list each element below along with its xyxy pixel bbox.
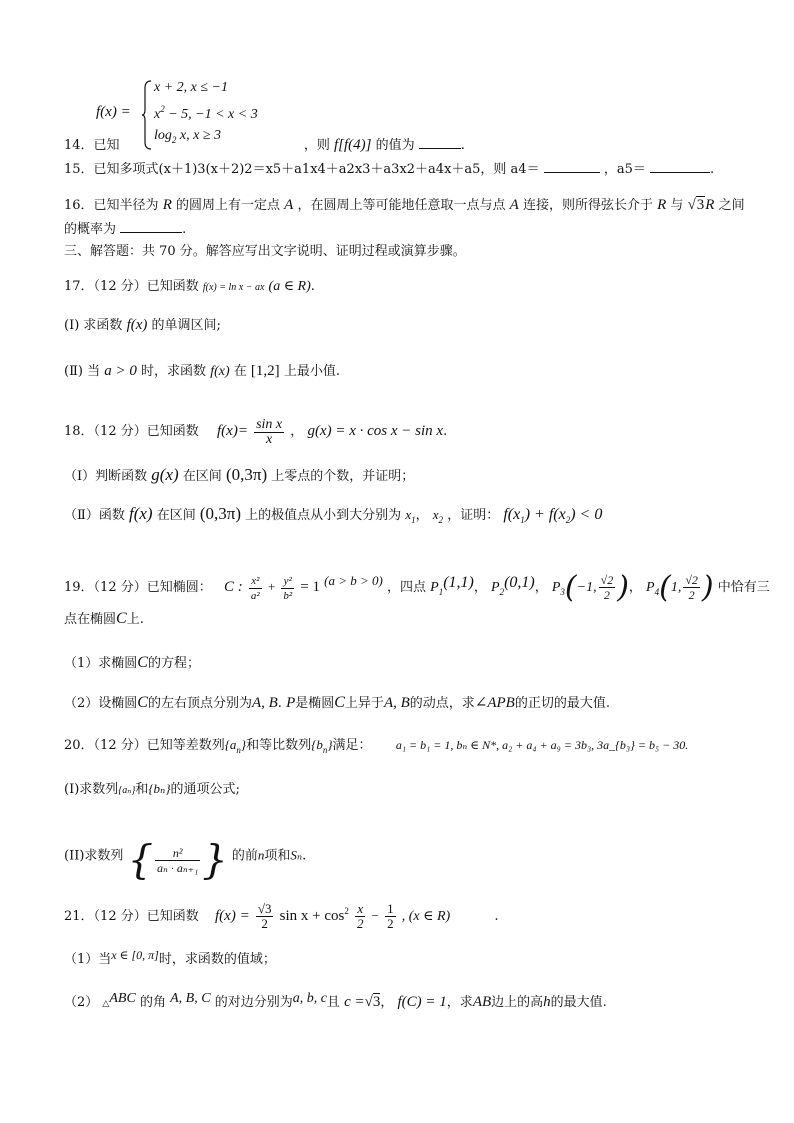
section-3-heading: 三、解答题：共 70 分。解答应写出文字说明、证明过程或演算步骤。 (64, 244, 466, 259)
q17-function: f(x) = ln x − ax (202, 282, 265, 293)
q20-head: 20．（12 分）已知等差数列$\{a_n\}$和等比数列$\{b_n\}$满足： a₁ = b₁ = 1, bₙ ∈ N*, a₂ + a₄ + a₉ = 3b₃, 3a_{b₃} = b₅ − 30. (64, 737, 689, 755)
q18-fraction: $\frac{\text{sin x}}{x}$ (256, 417, 283, 447)
q17-part-2: (Ⅱ) 当 a > 0 时，求函数 f(x) 在 [1,2] 上最小值. (64, 363, 340, 379)
q18-part-2: （Ⅱ）函数 f(x) 在区间 (0,3π) 上的极值点从小到大分别为 $x_1$， $x_2$ ，证明： $f(x_1) + f(x_2) < 0$ (64, 504, 603, 525)
q18-head: 18．（12 分）已知函数 f(x)= $\frac{\text{sin x}}{x}$ ， g(x) = x · cos x − sin x. (64, 417, 448, 447)
q15-a4-blank[interactable] (544, 160, 600, 173)
q19-head: 19．（12 分）已知椭圆： C : $\frac{\text{x²}}{\text{a²}}$ + $\frac{\text{y²}}{\text{b²}}$ = 1 (a > b > 0) ，四点 $P_1(1,1)$， $P_2(0,1)$， $P_3(-1$, $\frac{√2}{2}$ )， $P_4(1$, $\frac{√2}{2}$ ) 中恰有三 (64, 569, 770, 605)
q15-a5-blank[interactable] (650, 160, 710, 173)
q18-inequality: $f(x_1) + f(x_2) < 0$ (503, 506, 603, 525)
point-p3: $P_3(-1$, $\frac{√2}{2}$ ) (551, 569, 629, 605)
q18-g: g(x) = x · cos x − sin x (307, 423, 444, 439)
q16-line-2: 的概率为 . (64, 222, 187, 237)
q15-text: 15．已知多项式(x＋1)3(x＋2)2＝x5＋a1x4＋a2x3＋a3x2＋a4x＋a5，则 a4＝ (64, 162, 540, 177)
q14-expr: f[f(4)] (333, 137, 372, 153)
piecewise-lhs: f(x) = (96, 104, 131, 120)
q19-part-1: （1）求椭圆C的方程； (64, 654, 200, 671)
q18-part-1: （Ⅰ）判断函数 g(x) 在区间 (0,3π) 上零点的个数，并证明； (64, 465, 415, 484)
q17-head: 17．（12 分）已知函数 f(x) = ln x − ax (a ∈ R). (64, 279, 315, 294)
q21-part-2: （2） △ABC 的角 A, B, C 的对边分别为a, b, c且 c =√3， f(C) = 1，求AB边上的高h的最大值. (64, 991, 607, 1010)
q21-part-1: （1）当x ∈ [0, π]时，求函数的值域； (64, 948, 276, 967)
q14-line: 14．已知 ，则 f[f(4)] 的值为 . (64, 137, 465, 153)
q20-fraction: { $\frac{\text{n²}}{\text{aₙ · aₙ₊₁}}$ } (127, 837, 228, 884)
q17-part-1: (Ⅰ) 求函数 f(x) 的单调区间; (64, 317, 221, 333)
q21-head: 21．（12 分）已知函数 f(x) = $\frac{√3}{2}$ $\sin x + \cos^2$ $\frac{x}{2}$ − $\frac{1}{2}$ , (x ∈ R) . (64, 901, 499, 931)
q14-tail: 的值为 (375, 138, 415, 153)
q19-line-2: 点在椭圆C上. (64, 610, 144, 627)
q20-conditions: a₁ = b₁ = 1, bₙ ∈ N*, a₂ + a₄ + a₉ = 3b₃, 3a_{b₃} = b₅ − 30. (395, 738, 689, 752)
point-p4: $P_4(1$, $\frac{√2}{2}$ ) (646, 569, 714, 605)
q15-mid: ，a5＝ (603, 162, 646, 177)
q14-answer-blank[interactable] (419, 136, 461, 149)
case-1: x + 2, x ≤ −1 (154, 80, 229, 95)
q19-part-2: （2）设椭圆C的左右顶点分别为A, B. P是椭圆C上异于A, B的动点，求∠APB的正切的最大值. (64, 694, 610, 711)
q14-label: 14．已知 (64, 138, 120, 153)
sqrt-3-r: √3R (687, 197, 715, 213)
q20-part-2: (II)求数列 { $\frac{\text{n²}}{\text{aₙ · aₙ₊₁}}$ } 的前n项和Sₙ. (64, 837, 307, 884)
question-15: 15．已知多项式(x＋1)3(x＋2)2＝x5＋a1x4＋a2x3＋a3x2＋a4x＋a5，则 a4＝ ，a5＝ . (64, 162, 715, 177)
q16-line-1: 16．已知半径为 R 的圆周上有一定点 A ，在圆周上等可能地任意取一点与点 A 连接，则所得弦长介于 R 与 √3R 之间 (64, 197, 745, 213)
q20-part-1: (I)求数列{aₙ}和{bₙ}的通项公式; (64, 781, 240, 797)
q16-answer-blank[interactable] (120, 220, 182, 233)
case-3: $\log_2 x$, x ≥ 3 (154, 128, 222, 145)
case-2: $x^2 - 5$, −1 < x < 3 (154, 104, 258, 122)
q14-then: ，则 (303, 138, 330, 153)
